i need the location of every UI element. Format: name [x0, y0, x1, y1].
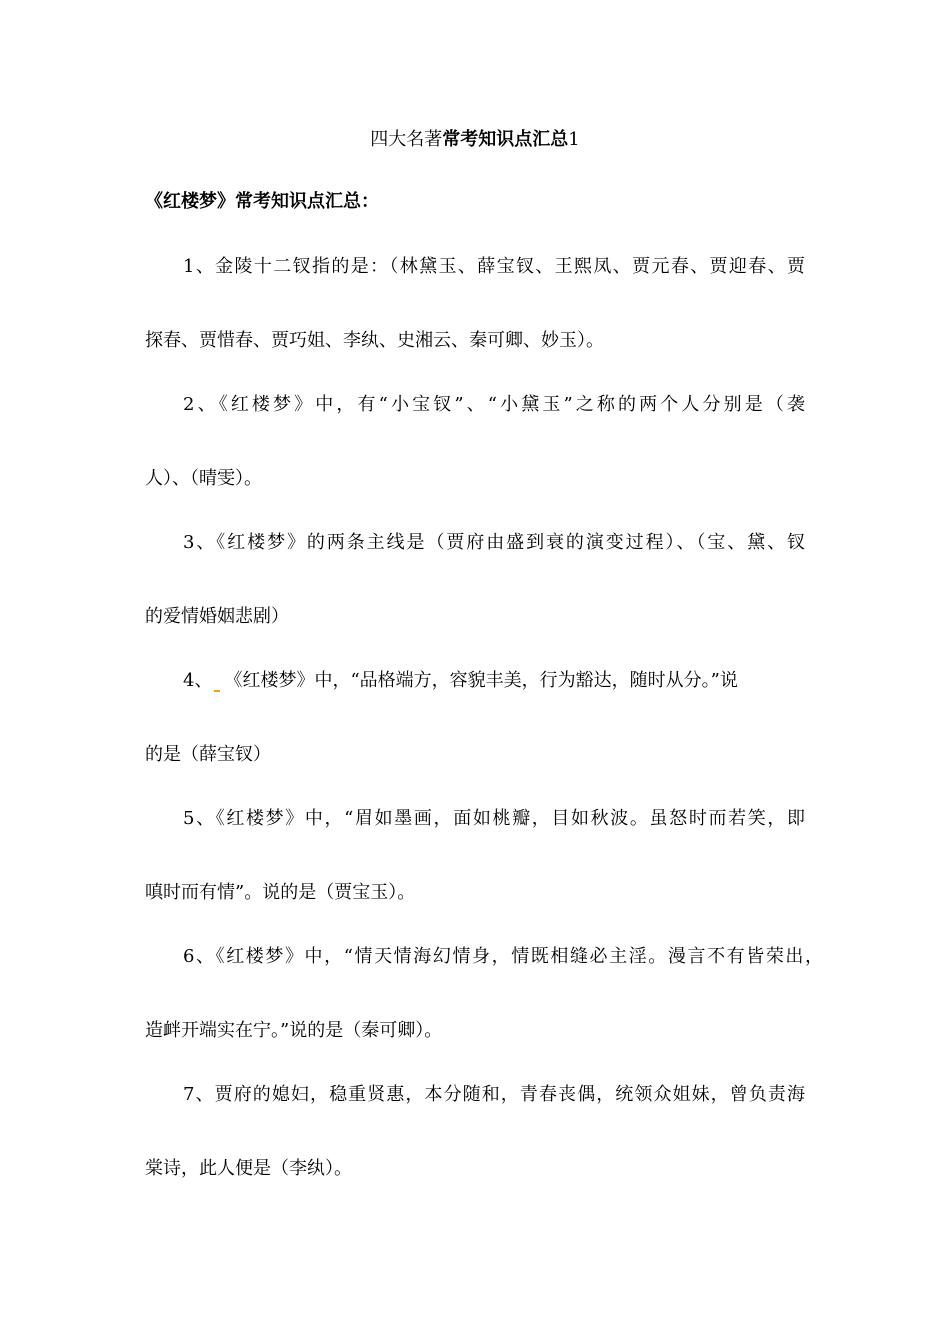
text-cursor-mark [214, 690, 220, 692]
title-plain: 四大名著 [370, 129, 443, 150]
item-2-line-1: 2、《红楼梦》中，有“小宝钗”、“小黛玉”之称的两个人分别是（袭 [183, 394, 805, 415]
item-6-line-2: 造衅开端实在宁。”说的是（秦可卿）。 [145, 1020, 443, 1041]
item-2-line-2: 人）、（晴雯）。 [145, 468, 262, 489]
title-number: 1 [568, 129, 580, 150]
item-3-line-1: 3、《红楼梦》的两条主线是（贾府由盛到衰的演变过程）、（宝、黛、钗 [183, 532, 805, 553]
item-5-line-2: 嗔时而有情”。说的是（贾宝玉）。 [145, 882, 416, 903]
item-7-line-2: 棠诗，此人便是（李纨）。 [145, 1158, 352, 1179]
item-4-text: 《红楼梦》中，“品格端方，容貌丰美，行为豁达，随时从分。”说 [224, 670, 738, 691]
item-4-prefix: 4、 [183, 670, 213, 691]
item-4-line-1 [183, 667, 805, 695]
item-1-line-1: 1、金陵十二钗指的是：（林黛玉、薛宝钗、王熙凤、贾元春、贾迎春、贾 [183, 256, 805, 277]
item-7-line-1: 7、贾府的媳妇，稳重贤惠，本分随和，青春丧偶，统领众姐妹，曾负责海 [183, 1084, 805, 1105]
section-heading: 《红楼梦》常考知识点汇总： [145, 191, 379, 212]
document-title [0, 126, 950, 154]
item-3-line-2: 的爱情婚姻悲剧） [145, 606, 289, 627]
item-6-line-1: 6、《红楼梦》中，“情天情海幻情身，情既相缝必主淫。漫言不有皆荣出， [183, 946, 823, 967]
item-5-line-1: 5、《红楼梦》中，“眉如墨画，面如桃瓣，目如秋波。虽怒时而若笑，即 [183, 808, 805, 829]
item-4-line-2: 的是（薛宝钗） [145, 744, 271, 765]
item-1-line-2: 探春、贾惜春、贾巧姐、李纨、史湘云、秦可卿、妙玉）。 [145, 330, 604, 351]
title-bold: 常考知识点汇总 [442, 129, 569, 150]
